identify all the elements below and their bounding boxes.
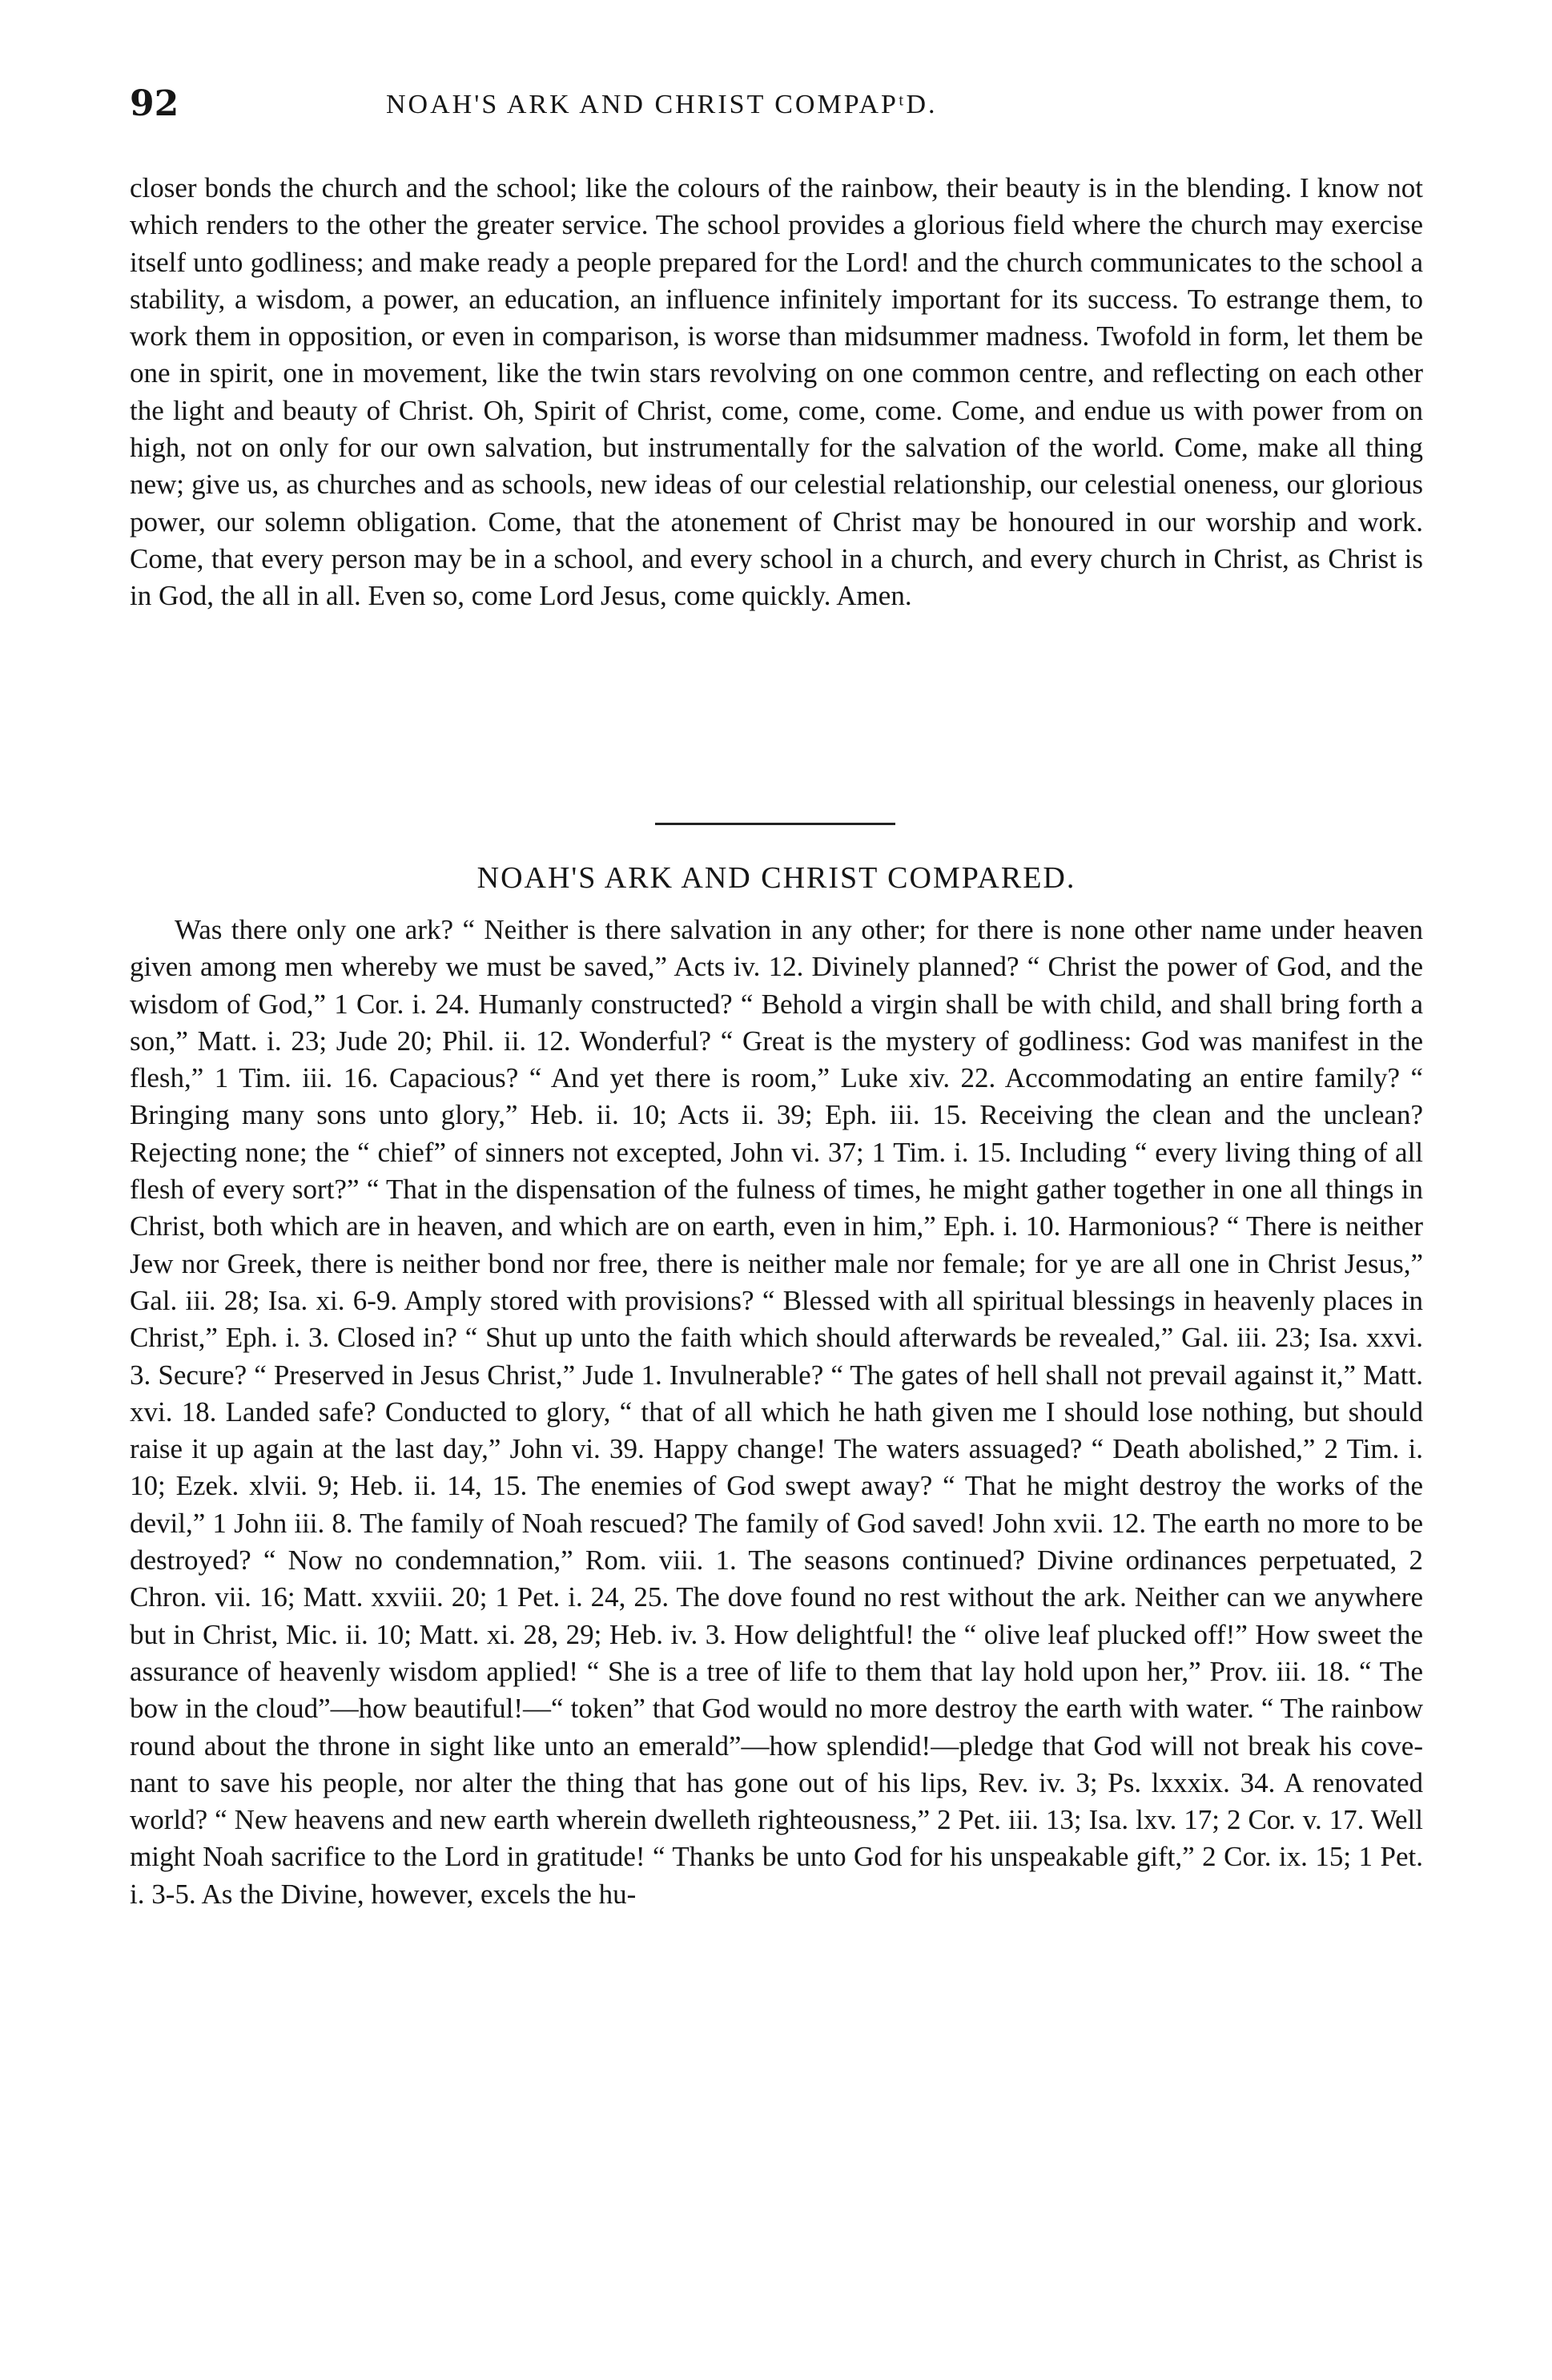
- page-header: [130, 80, 1423, 128]
- section-paragraph: Was there only one ark? “ Neither is there salvation in any other; for there is none other name under heaven given among men whereby we must be saved,” Acts iv. 12. Divinely planned? “ Christ the power of God, and the wisdom of God,” 1 Cor. i. 24. Humanly constructed? “ Behold a virgin shall be with child, and shall bring forth a son,” Matt. i. 23; Jude 20; Phil. ii. 12. Wonderful? “ Great is the mystery of godliness: God was manifest in the flesh,” 1 Tim. iii. 16. Capacious? “ And yet there is room,” Luke xiv. 22. Accommodating an entire family? “ Bringing many sons unto glory,” Heb. ii. 10; Acts ii. 39; Eph. iii. 15. Receiving the clean and the unclean? Rejecting none; the “ chief” of sinners not excepted, John vi. 37; 1 Tim. i. 15. Including “ every living thing of all flesh of every sort?” “ That in the dispensation of the fulness of times, he might gather together in one all things in Christ, both which are in heaven, and which are on earth, even in him,” Eph. i. 10. Harmonious? “ There is neither Jew nor Greek, there is neither bond nor free, there is neither male nor female; for ye are all one in Christ Jesus,” Gal. iii. 28; Isa. xi. 6-9. Amply stored with provisions? “ Blessed with all spiritual blessings in heavenly places in Christ,” Eph. i. 3. Closed in? “ Shut up unto the faith which should afterwards be revealed,” Gal. iii. 23; Isa. xxvi. 3. Secure? “ Preserved in Jesus Christ,” Jude 1. Invulnerable? “ The gates of hell shall not prevail against it,” Matt. xvi. 18. Landed safe? Conducted to glory, “ that of all which he hath given me I should lose nothing, but should raise it up again at the last day,” John vi. 39. Happy change! The waters assuaged? “ Death abolished,” 2 Tim. i. 10; Ezek. xlvii. 9; Heb. ii. 14, 15. The enemies of God swept away? “ That he might destroy the works of the devil,” 1 John iii. 8. The family of Noah rescued? The family of God saved! John xvii. 12. The earth no more to be destroyed? “ Now no condemnation,” Rom. viii. 1. The seasons continued? Divine ordinances perpetuated, 2 Chron. vii. 16; Matt. xxviii. 20; 1 Pet. i. 24, 25. The dove found no rest without the ark. Neither can we anywhere but in Christ, Mic. ii. 10; Matt. xi. 28, 29; Heb. iv. 3. How delightful! the “ olive leaf plucked off!” How sweet the assurance of heavenly wisdom applied! “ She is a tree of life to them that lay hold upon her,” Prov. iii. 18. “ The bow in the cloud”—how beautiful!—“ token” that God would no more destroy the earth with water. “ The rainbow round about the throne in sight like unto an emerald”—how splendid!—pledge that God will not break his covenant to save his people, nor alter the thing that has gone out of his lips, Rev. iv. 3; Ps. lxxxix. 34. A renovated world? “ New heavens and new earth wherein dwelleth righteousness,” 2 Pet. iii. 13; Isa. lxv. 17; 2 Cor. v. 17. Well might Noah sacrifice to the Lord in gratitude! “ Thanks be unto God for his unspeakable gift,” 2 Cor. ix. 15; 1 Pet. i. 3-5. As the Divine, however, excels the hu-: [130, 914, 1423, 1910]
- running-title: NOAH'S ARK AND CHRIST COMPAPᵗD.: [386, 90, 938, 119]
- section-divider: [655, 823, 895, 825]
- continuation-paragraph: closer bonds the church and the school; like the colours of the rainbow, their beauty is in the blending. I know not which renders to the other the greater service. The school provides a glorious field where the church may exercise itself unto godliness; and make ready a people prepared for the Lord! and the church communicates to the school a stability, a wisdom, a power, an education, an influence infinitely important for its success. To estrange them, to work them in opposition, or even in comparison, is worse than midsummer madness. Twofold in form, let them be one in spirit, one in movement, like the twin stars revolving on one common centre, and reflecting on each other the light and beauty of Christ. Oh, Spirit of Christ, come, come, come. Come, and endue us with power from on high, not on only for our own salvation, but instrumentally for the salvation of the world. Come, make all thing new; give us, as churches and as schools, new ideas of our celestial relationship, our celestial oneness, our glorious power, our solemn obligation. Come, that the atonement of Christ may be honoured in our worship and work. Come, that every person may be in a school, and every school in a church, and every church in Christ, as Christ is in God, the all in all. Even so, come Lord Jesus, come quickly. Amen.: [130, 172, 1423, 612]
- page-number: 92: [130, 83, 179, 124]
- section-title: NOAH'S ARK AND CHRIST COMPARED.: [476, 861, 1076, 895]
